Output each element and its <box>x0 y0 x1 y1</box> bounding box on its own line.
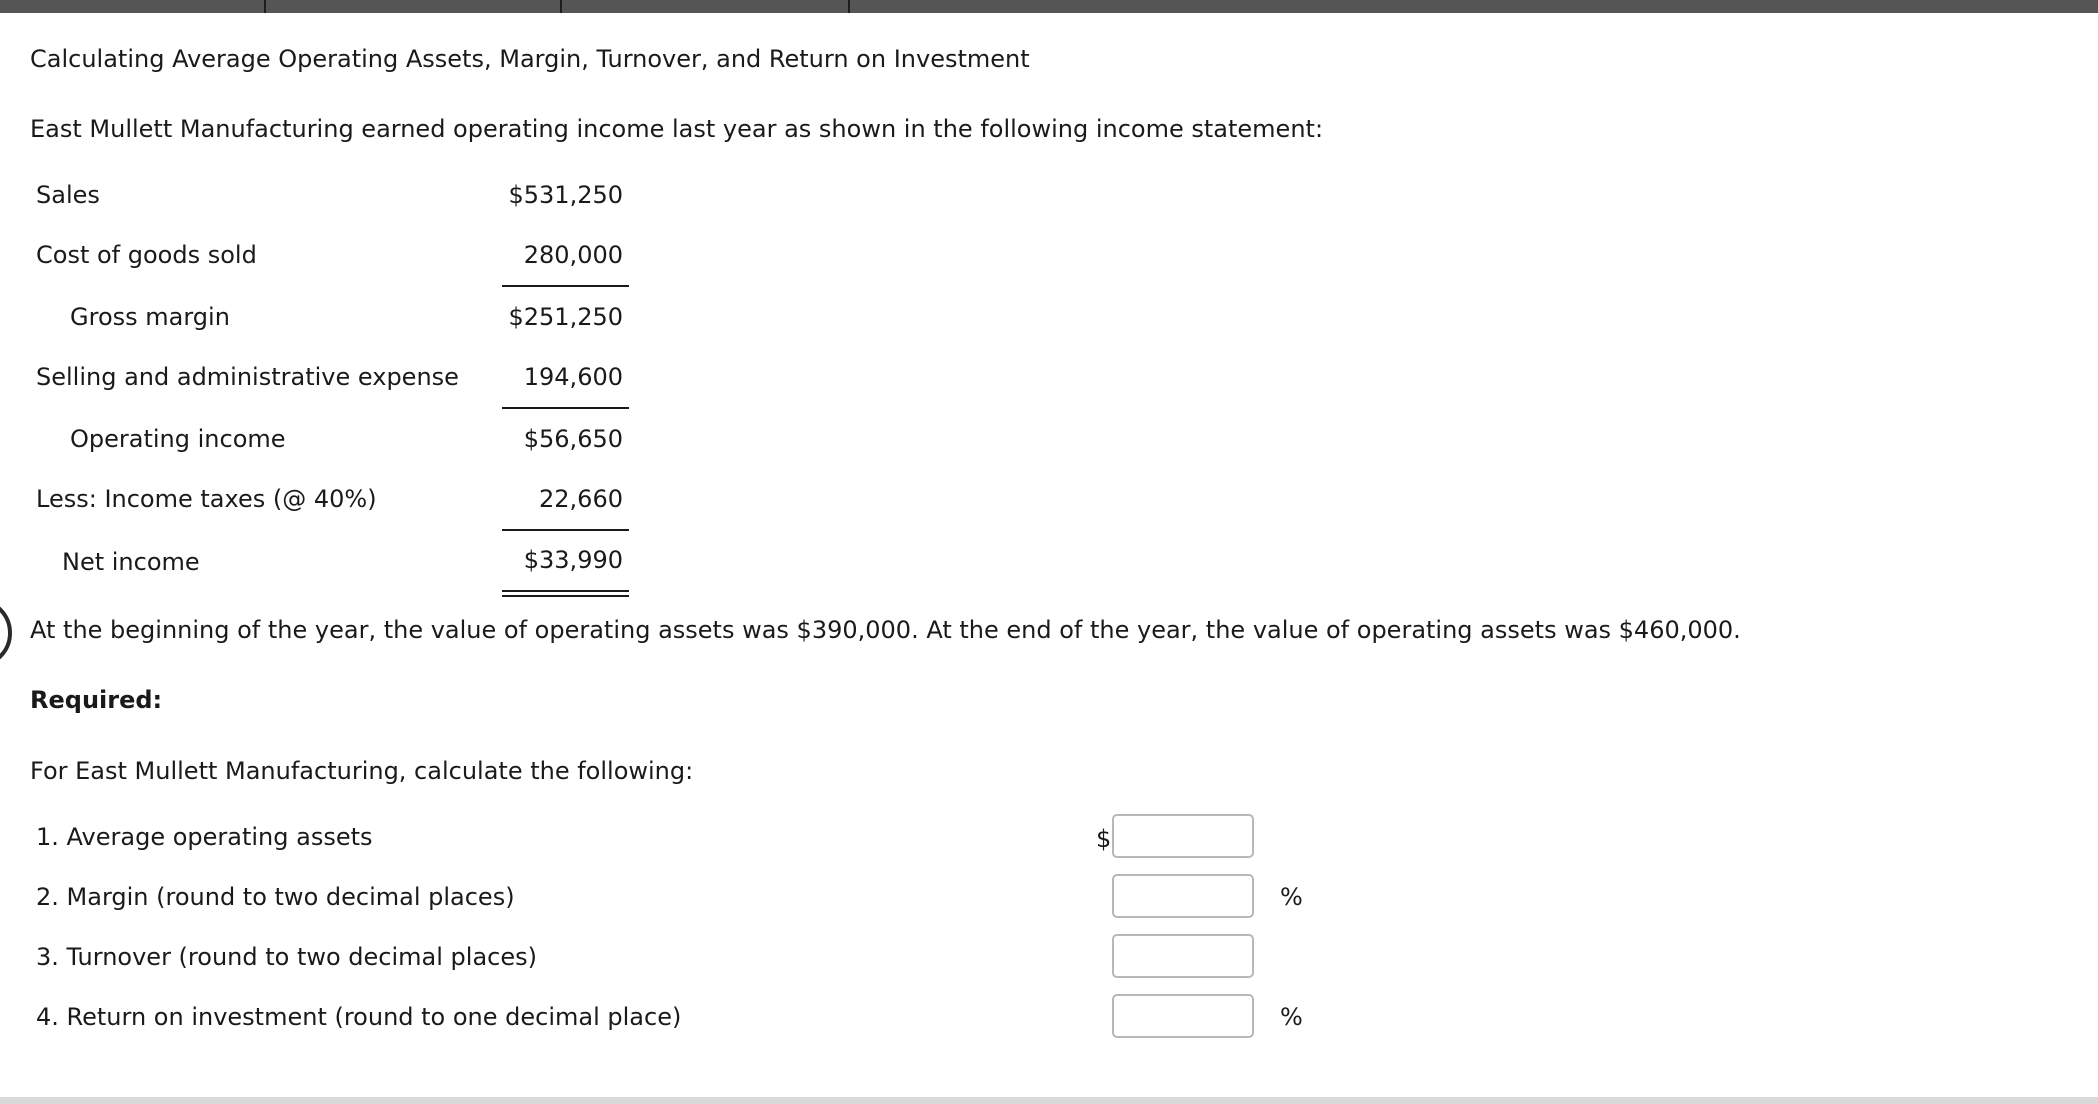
toolbar-divider <box>264 0 266 13</box>
statement-label-net-income: Net income <box>62 548 200 576</box>
question-turnover: 3. Turnover (round to two decimal places) <box>36 943 537 971</box>
operating-assets-text: At the beginning of the year, the value of operating assets was $390,000. At the end of the year, the value of operating assets was $460,000. <box>30 616 1741 644</box>
statement-label-gross-margin: Gross margin <box>70 303 230 331</box>
statement-amount-cogs: 280,000 <box>523 241 623 269</box>
margin-input[interactable] <box>1112 874 1254 918</box>
statement-label-sales: Sales <box>36 181 100 209</box>
return-on-investment-input[interactable] <box>1112 994 1254 1038</box>
turnover-input[interactable] <box>1112 934 1254 978</box>
statement-single-rule <box>502 285 629 287</box>
bottom-scroll-strip <box>0 1097 2098 1104</box>
statement-label-selling-admin: Selling and administrative expense <box>36 363 459 391</box>
statement-single-rule <box>502 407 629 409</box>
question-margin: 2. Margin (round to two decimal places) <box>36 883 515 911</box>
calculation-instruction: For East Mullett Manufacturing, calculate the following: <box>30 757 694 785</box>
statement-single-rule <box>502 529 629 531</box>
dollar-prefix: $ <box>1096 825 1112 853</box>
statement-label-cogs: Cost of goods sold <box>36 241 257 269</box>
question-average-operating-assets: 1. Average operating assets <box>36 823 373 851</box>
statement-label-operating-income: Operating income <box>70 425 286 453</box>
statement-amount-income-taxes: 22,660 <box>539 485 623 513</box>
statement-amount-net-income: $33,990 <box>523 546 623 574</box>
question-return-on-investment: 4. Return on investment (round to one decimal place) <box>36 1003 682 1031</box>
problem-title: Calculating Average Operating Assets, Margin, Turnover, and Return on Investment <box>30 45 1030 73</box>
statement-label-income-taxes: Less: Income taxes (@ 40%) <box>36 485 377 513</box>
percent-suffix: % <box>1280 1003 1303 1031</box>
percent-suffix: % <box>1280 883 1303 911</box>
statement-double-rule <box>502 590 629 597</box>
toolbar-divider <box>560 0 562 13</box>
top-toolbar-strip <box>0 0 2098 13</box>
statement-amount-operating-income: $56,650 <box>523 425 623 453</box>
toolbar-divider <box>848 0 850 13</box>
statement-amount-gross-margin: $251,250 <box>508 303 623 331</box>
statement-amount-sales: $531,250 <box>508 181 623 209</box>
average-operating-assets-input[interactable] <box>1112 814 1254 858</box>
circle-marker-icon <box>0 598 12 668</box>
statement-amount-selling-admin: 194,600 <box>523 363 623 391</box>
required-heading: Required: <box>30 686 163 714</box>
problem-intro: East Mullett Manufacturing earned operating income last year as shown in the following income statement: <box>30 115 1324 143</box>
